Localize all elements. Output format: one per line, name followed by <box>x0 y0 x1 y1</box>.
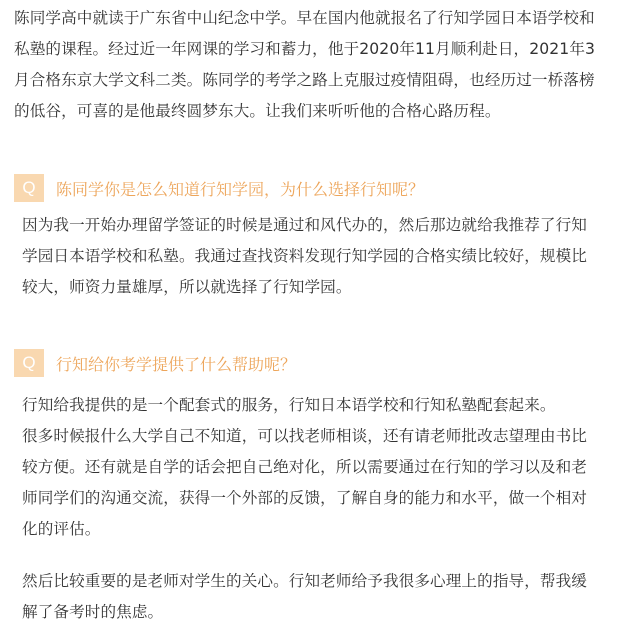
intro-paragraph <box>14 3 614 127</box>
intro-line: 私塾的课程。经过近一年网课的学习和蓄力，他于2020年11月顺利赴日，2021年3 <box>14 40 596 58</box>
q-badge: Q <box>14 349 44 377</box>
answer-line: 化的评估。 <box>22 520 101 538</box>
answer-line: 较方便。还有就是自学的话会把自己绝对化，所以需要通过在行知的学习以及和老 <box>22 458 587 476</box>
answer-line: 较大，师资力量雄厚，所以就选择了行知学园。 <box>22 278 352 296</box>
answer-line: 解了备考时的焦虑。 <box>22 603 164 621</box>
answer-line: 然后比较重要的是老师对学生的关心。行知老师给予我很多心理上的指导，帮我缓 <box>22 572 587 590</box>
answer-line: 因为我一开始办理留学签证的时候是通过和风代办的，然后那边就给我推荐了行知 <box>22 216 587 234</box>
q-badge: Q <box>14 174 44 202</box>
answer-paragraph <box>22 210 612 303</box>
answer-paragraph <box>22 566 612 628</box>
intro-line: 月合格东京大学文科二类。陈同学的考学之路上克服过疫情阻碍，也经历过一桥落榜 <box>14 71 595 89</box>
answer-line: 学园日本语学校和私塾。我通过查找资料发现行知学园的合格实绩比较好，规模比 <box>22 247 587 265</box>
question-text: 行知给你考学提供了什么帮助呢？ <box>56 354 297 374</box>
answer-line: 师同学们的沟通交流，获得一个外部的反馈，了解自身的能力和水平，做一个相对 <box>22 489 587 507</box>
intro-line: 陈同学高中就读于广东省中山纪念中学。早在国内他就报名了行知学园日本语学校和 <box>14 9 595 27</box>
answer-line: 行知给我提供的是一个配套式的服务，行知日本语学校和行知私塾配套起来。 <box>22 396 556 414</box>
question-heading <box>14 174 424 202</box>
question-text: 陈同学你是怎么知道行知学园，为什么选择行知呢？ <box>56 179 425 199</box>
answer-line: 很多时候报什么大学自己不知道，可以找老师相谈，还有请老师批改志望理由书比 <box>22 427 587 445</box>
intro-line: 的低谷，可喜的是他最终圆梦东大。让我们来听听他的合格心路历程。 <box>14 102 501 120</box>
question-heading <box>14 349 296 377</box>
answer-paragraph <box>22 390 612 545</box>
